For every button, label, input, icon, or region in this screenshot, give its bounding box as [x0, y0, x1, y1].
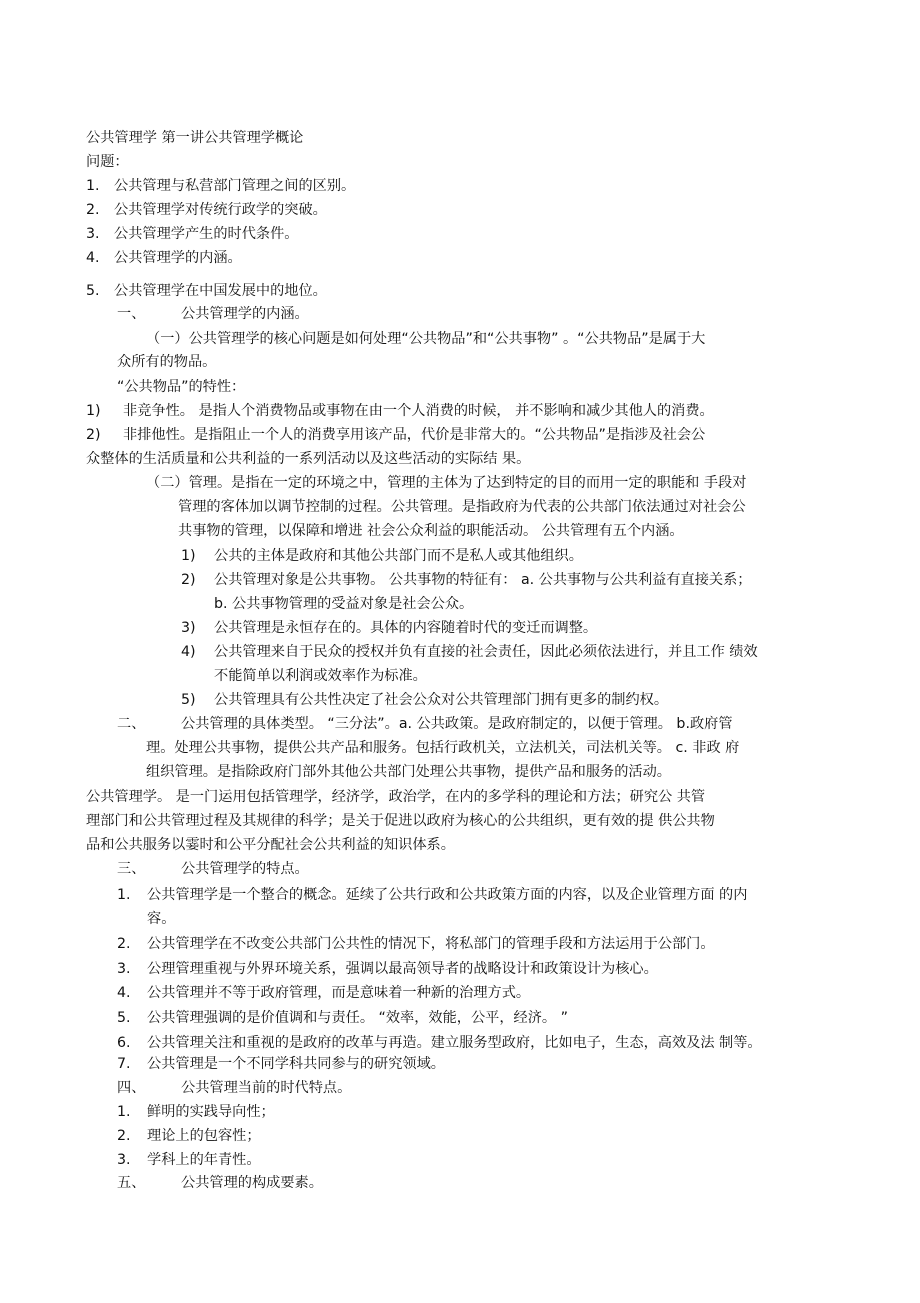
question-item: 2. 公共管理学对传统行政学的突破。: [86, 202, 327, 218]
feature-item: 1) 非竞争性。 是指人个消费物品或事物在由一个人消费的时候， 并不影响和减少其他人的消费。: [86, 403, 714, 419]
section-heading: 三、 公共管理学的特点。: [117, 861, 309, 877]
question-item: 5. 公共管理学在中国发展中的地位。: [86, 283, 327, 299]
paragraph-line: 组织管理。是指除政府门部外其他公共部门处理公共事物，提供产品和服务的活动。: [146, 764, 671, 780]
feature-item: 2) 非排他性。是指阻止一个人的消费享用该产品，代价是非常大的。“公共物品”是指涉及社会公: [86, 427, 706, 443]
paragraph-line: 共事物的管理，以保障和增进 社会公众利益的职能活动。 公共管理有五个内涵。: [178, 523, 684, 539]
section-heading: 二、 公共管理的具体类型。 “三分法”。a. 公共政策。是政府制定的，以便于管理。 b.政府管: [117, 716, 733, 732]
paragraph-line: 品和公共服务以霎时和公平分配社会公共利益的知识体系。: [86, 837, 455, 853]
paragraph-line: 管理的客体加以调节控制的过程。公共管理。是指政府为代表的公共部门依法通过对社会公: [178, 499, 746, 515]
feature-item: 2. 公共管理学在不改变公共部门公共性的情况下，将私部门的管理手段和方法运用于公部门。: [117, 936, 715, 952]
paragraph-line: 公共管理学。 是一门运用包括管理学，经济学，政治学，在内的多学科的理论和方法；研究公 共管: [86, 789, 706, 805]
connotation-item: 5) 公共管理具有公共性决定了社会公众对公共管理部门拥有更多的制约权。: [181, 692, 669, 708]
feature-item: 6. 公共管理关注和重视的是政府的改革与再造。建立服务型政府，比如电子，生态，高效及法 制等。: [117, 1035, 762, 1051]
connotation-item: 4) 公共管理来自于民众的授权并负有直接的社会责任，因此必须依法进行，并且工作 绩效: [181, 644, 758, 660]
connotation-item: 1) 公共的主体是政府和其他公共部门而不是私人或其他组织。: [181, 548, 583, 564]
feature-item: 7. 公共管理是一个不同学科共同参与的研究领域。: [117, 1056, 445, 1072]
question-item: 1. 公共管理与私营部门管理之间的区别。: [86, 178, 356, 194]
connotation-item: 2) 公共管理对象是公共事物。 公共事物的特征有： a. 公共事物与公共利益有直接关系；: [181, 572, 752, 588]
section-heading: 五、 公共管理的构成要素。: [117, 1175, 323, 1191]
paragraph-line: 众所有的物品。: [117, 354, 217, 370]
paragraph-line: 容。: [147, 911, 176, 927]
paragraph-line: （一）公共管理学的核心问题是如何处理“公共物品”和“公共事物” 。“公共物品”是属于大: [146, 331, 706, 347]
section-heading: 四、 公共管理当前的时代特点。: [117, 1080, 352, 1096]
questions-label: 问题：: [86, 154, 129, 170]
paragraph-line: 理部门和公共管理过程及其规律的科学；是关于促进以政府为核心的公共组织，更有效的提 供公共物: [86, 813, 715, 829]
connotation-item: 3) 公共管理是永恒存在的。具体的内容随着时代的变迁而调整。: [181, 620, 598, 636]
section-heading: 一、 公共管理学的内涵。: [117, 306, 309, 322]
feature-item: 3. 学科上的年青性。: [117, 1152, 261, 1168]
paragraph-line: （二）管理。是指在一定的环境之中，管理的主体为了达到特定的目的而用一定的职能和 手段对: [146, 475, 747, 491]
paragraph-line: b. 公共事物管理的受益对象是社会公众。: [214, 596, 474, 612]
feature-item: 1. 鲜明的实践导向性；: [117, 1104, 275, 1120]
question-item: 4. 公共管理学的内涵。: [86, 250, 242, 266]
document-title: 公共管理学 第一讲公共管理学概论: [86, 130, 304, 146]
feature-item: 1. 公共管理学是一个整合的概念。延续了公共行政和公共政策方面的内容，以及企业管理方面 的内: [117, 887, 748, 903]
feature-item: 5. 公共管理强调的是价值调和与责任。 “效率，效能，公平，经济。 ”: [117, 1010, 568, 1026]
question-item: 3. 公共管理学产生的时代条件。: [86, 226, 299, 242]
paragraph-line: 理。处理公共事物，提供公共产品和服务。包括行政机关，立法机关，司法机关等。 c. 非政 府: [146, 740, 740, 756]
feature-item: 4. 公共管理并不等于政府管理，而是意味着一种新的治理方式。: [117, 985, 531, 1001]
feature-item: 2. 理论上的包容性；: [117, 1128, 261, 1144]
feature-item: 3. 公理管理重视与外界环境关系，强调以最高领导者的战略设计和政策设计为核心。: [117, 961, 658, 977]
paragraph-line: 众整体的生活质量和公共利益的一系列活动以及这些活动的实际结 果。: [86, 451, 531, 467]
paragraph-line: 不能简单以利润或效率作为标准。: [214, 668, 427, 684]
feature-label: “公共物品”的特性：: [117, 379, 246, 395]
